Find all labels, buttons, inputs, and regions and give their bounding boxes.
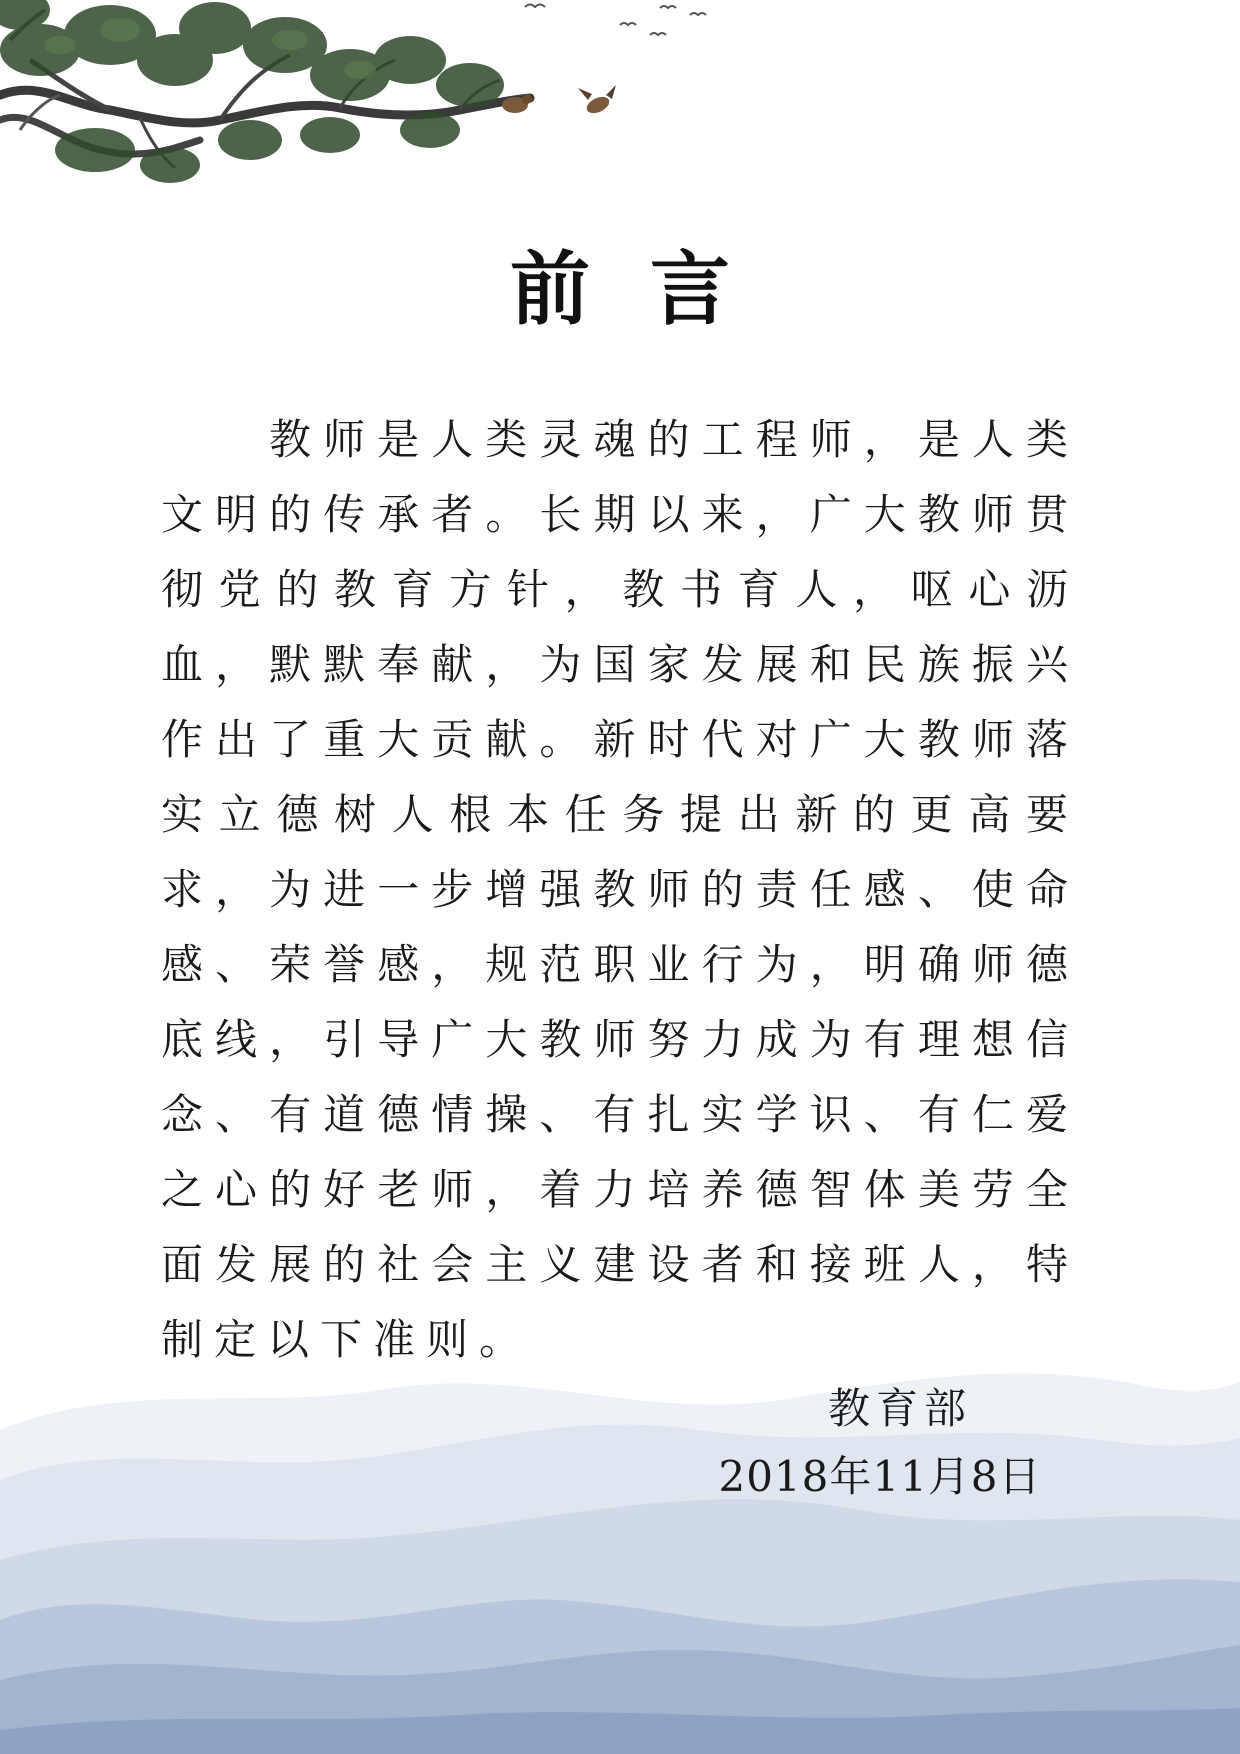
signature-org: 教育部 (827, 1384, 972, 1433)
pine-branch-illustration (0, 0, 720, 200)
signature-block (660, 1375, 1080, 1511)
flying-sparrow-icon (578, 85, 616, 116)
page-title: 前言 (510, 243, 790, 336)
signature-date: 2018年11月8日 (718, 1452, 1042, 1501)
flying-birds (525, 5, 706, 36)
preface-body: 教师是人类灵魂的工程师，是人类文明的传承者。长期以来，广大教师贯彻党的教育方针，教书育人，呕心沥血，默默奉献，为国家发展和民族振兴作出了重大贡献。新时代对广大教师落实立德树人根本任务提出新的更高要求，为进一步增强教师的责任感、使命感、荣誉感，规范职业行为，明确师德底线，引导广大教师努力成为有理想信念、有道德情操、有扎实学识、有仁爱之心的好老师，着力培养德智体美劳全面发展的社会主义建设者和接班人，特制定以下准则。 (161, 415, 1079, 1364)
